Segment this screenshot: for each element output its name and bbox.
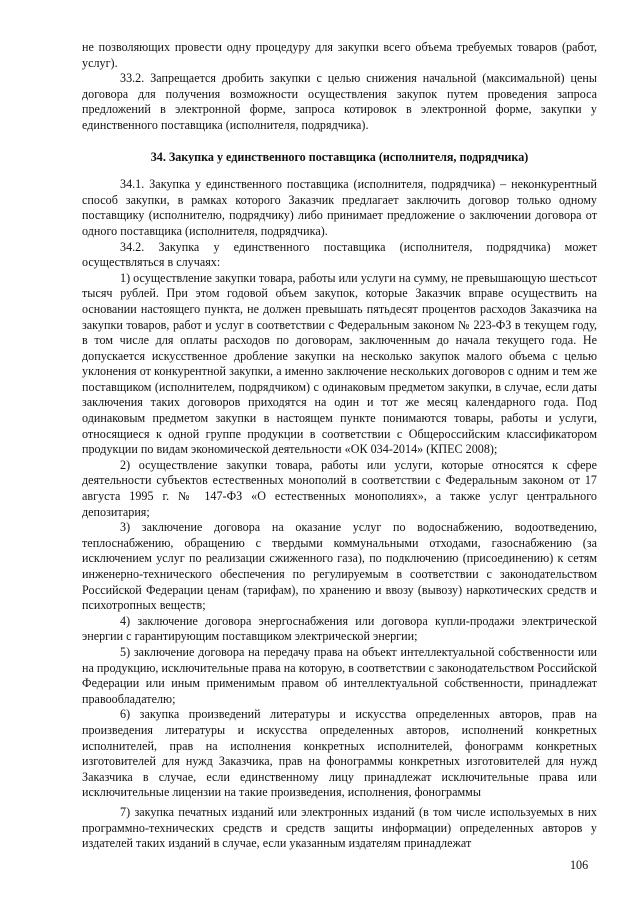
paragraph-continued: не позволяющих провести одну процедуру для закупки всего объема требуемых товаров (работ, услуг). — [82, 40, 597, 70]
section-heading: 34. Закупка у единственного поставщика (исполнителя, подрядчика) — [150, 149, 529, 164]
list-item-2: 2) осуществление закупки товара, работы или услуги, которые относятся к сфере деятельности субъектов естественных монополий в соответствии с Федеральным законом от 17 августа 1995 г. № 147-ФЗ «О естественных монополиях», а также услуг центрального депозитария; — [82, 457, 597, 519]
paragraph-34-1: 34.1. Закупка у единственного поставщика (исполнителя, подрядчика) – неконкурентный способ закупки, в рамках которого Заказчик предлагает заключить договор только одному поставщику (исполнителю, подрядчику) либо принимает предложение о заключении договора от одного поставщика (исполнителя, подрядчика). — [82, 177, 597, 238]
paragraph-33-2: 33.2. Запрещается дробить закупки с целью снижения начальной (максимальной) цены договора для получения возможности осуществления закупок путем проведения запроса предложений в электронной форме, запроса котировок в электронной форме, закупки у единственного поставщика (исполнителя, подрядчика). — [82, 71, 597, 132]
list-item-7: 7) закупка печатных изданий или электронных изданий (в том числе используемых в них программно-технических средств и средств защиты информации) определенных авторов у издателей таких изданий в случае, если указанным издателям принадлежат — [82, 804, 597, 851]
page-number: 106 — [570, 858, 589, 872]
document-page — [82, 40, 597, 852]
list-item-5: 5) заключение договора на передачу права на объект интеллектуальной собственности или на продукцию, исключительные права на которую, в соответствии с законодательством Российской Федерации или иным применимым правом об интеллектуальной собственности, принадлежат правообладателю; — [82, 644, 598, 706]
list-item-4: 4) заключение договора энергоснабжения или договора купли-продажи электрической энергии с гарантирующим поставщиком электрической энергии; — [82, 613, 597, 644]
paragraph-34-2: 34.2. Закупка у единственного поставщика (исполнителя, подрядчика) может осуществляться в случаях: — [82, 239, 597, 270]
list-item-1: 1) осуществление закупки товара, работы или услуги на сумму, не превышающую шестьсот тысяч рублей. При этом годовой объем закупок, которые Заказчик вправе осуществить на основании настоящего пункта, не должен превышать пятьдесят процентов расходов Заказчика на закупки товаров, работ и услуг в соответствии с Федеральным законом № 223-ФЗ в текущем году, в том числе для оплаты расходов по договорам, заключенным до начала текущего года. Не допускается искусственное дробление закупки на несколько закупок малого объема с целью уклонения от конкурентной закупки, а именно заключение нескольких договоров с одним и тем же поставщиком (исполнителем, подрядчиком) с одинаковым предметом закупки, в случае, если даты заключения таких договоров приходятся на один и тот же месяц календарного года. Под одинаковым предметом закупки в настоящем пункте понимаются товары, работы и услуги, относящиеся к одной группе продукции в соответствии с Общероссийским классификатором продукции по видам экономической деятельности «ОК 034-2014» (КПЕС 2008); — [82, 270, 597, 457]
list-item-6: 6) закупка произведений литературы и искусства определенных авторов, прав на произведения литературы и искусства определенных авторов, исполнений конкретных исполнителей, прав на исполнения конкретных исполнителей, фонограмм конкретных изготовителей для нужд Заказчика, прав на фонограммы конкретных изготовителей для нужд Заказчика в случае, если единственному лицу принадлежат исключительные права или исключительные лицензии на такие произведения, исполнения, фонограммы — [82, 707, 597, 800]
list-item-3: 3) заключение договора на оказание услуг по водоснабжению, водоотведению, теплоснабжению, обращению с твердыми коммунальными отходами, газоснабжению (за исключением услуг по реализации сжиженного газа), по подключению (присоединению) к сетям инженерно-технического обеспечения по регулируемым в соответствии с законодательством Российской Федерации ценам (тарифам), по хранению и ввозу (вывозу) наркотических средств и психотропных веществ; — [82, 520, 597, 613]
